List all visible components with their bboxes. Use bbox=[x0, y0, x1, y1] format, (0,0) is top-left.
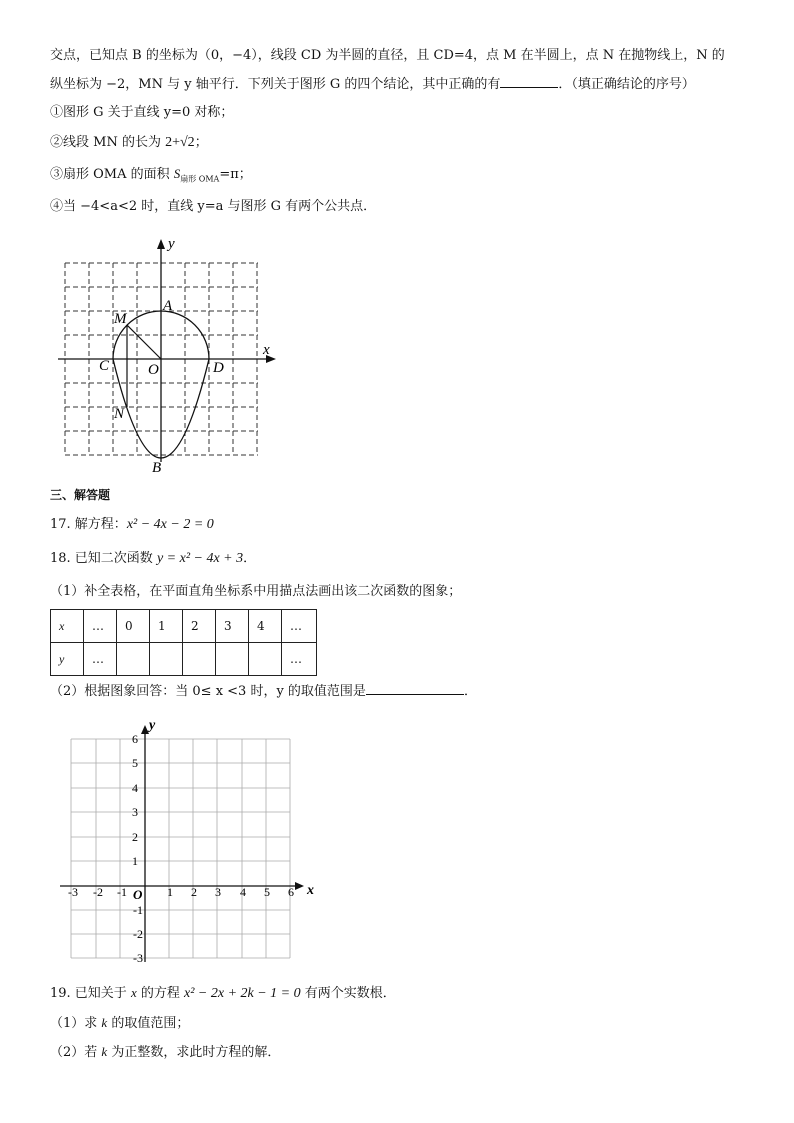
question-19-part1: （1）求 k 的取值范围； bbox=[50, 1015, 190, 1031]
x-tick-label: -1 bbox=[117, 885, 127, 899]
value-table bbox=[50, 609, 317, 676]
y-tick-label: 2 bbox=[132, 830, 138, 844]
x-tick-label: 2 bbox=[191, 885, 197, 899]
label-point-o: O bbox=[148, 362, 159, 378]
table-input-cell[interactable] bbox=[183, 643, 216, 676]
x-tick-label: 3 bbox=[215, 885, 221, 899]
table-cell: 3 bbox=[216, 610, 249, 643]
y-tick-label: 5 bbox=[132, 756, 138, 770]
table-input-cell[interactable] bbox=[150, 643, 183, 676]
statement-1: ①图形 G 关于直线 y=0 对称； bbox=[50, 105, 234, 120]
table-input-cell[interactable] bbox=[117, 643, 150, 676]
label-point-b: B bbox=[152, 460, 162, 475]
x-tick-label: -2 bbox=[93, 885, 103, 899]
table-cell: … bbox=[84, 610, 117, 643]
y-tick-label: 6 bbox=[132, 732, 138, 746]
question-18-part2: （2）根据图象回答：当 0≤ x <3 时，y 的取值范围是 ． bbox=[50, 681, 477, 702]
table-cell: 1 bbox=[150, 610, 183, 643]
table-cell: … bbox=[282, 610, 317, 643]
table-cell: … bbox=[84, 643, 117, 676]
label-point-a: A bbox=[163, 298, 173, 314]
label-point-c: C bbox=[99, 358, 110, 374]
x-tick-label: 4 bbox=[240, 885, 246, 899]
grid-x-axis-arrow bbox=[295, 882, 304, 890]
figure-shape-g bbox=[55, 230, 290, 475]
grid-label-x: x bbox=[307, 883, 314, 898]
table-cell: 2 bbox=[183, 610, 216, 643]
table-row-x bbox=[51, 610, 317, 643]
y-tick-label: -2 bbox=[133, 927, 143, 941]
question-18: 18. 已知二次函数 y = x² − 4x + 3． bbox=[50, 551, 257, 566]
y-tick-label: -3 bbox=[133, 951, 143, 965]
table-input-cell[interactable] bbox=[216, 643, 249, 676]
table-cell: 4 bbox=[249, 610, 282, 643]
section-title: 三、解答题 bbox=[50, 488, 111, 502]
table-cell: x bbox=[51, 610, 84, 643]
question-19-part2: （2）若 k 为正整数，求此时方程的解． bbox=[50, 1044, 281, 1060]
problem16-line1: 交点，已知点 B 的坐标为（0，−4），线段 CD 为半圆的直径，且 CD=4，点 M 在半圆上，点 N 在抛物线上，N 的 bbox=[50, 48, 725, 63]
y-tick-label: 4 bbox=[132, 781, 138, 795]
plot-grid bbox=[55, 715, 330, 965]
y-tick-label: 3 bbox=[132, 805, 138, 819]
question-18-part1: （1）补全表格，在平面直角坐标系中用描点法画出该二次函数的图象； bbox=[50, 584, 462, 599]
label-point-n: N bbox=[114, 406, 125, 422]
question-19: 19. 已知关于 x 的方程 x² − 2x + 2k − 1 = 0 有两个实数根． bbox=[50, 985, 396, 1001]
question-17: 17. 解方程：x² − 4x − 2 = 0 bbox=[50, 517, 214, 532]
x-tick-label: -3 bbox=[68, 885, 78, 899]
x-tick-label: 5 bbox=[264, 885, 270, 899]
x-tick-label: 6 bbox=[288, 885, 294, 899]
table-input-cell[interactable] bbox=[249, 643, 282, 676]
grid-origin-label: O bbox=[133, 887, 143, 902]
statement-3: ③扇形 OMA 的面积 $S_{扇形 OMA}=\pi$； bbox=[50, 166, 252, 184]
range-answer-blank[interactable] bbox=[366, 681, 464, 695]
y-tick-label: 1 bbox=[132, 854, 138, 868]
table-cell: y bbox=[51, 643, 84, 676]
grid-label-y: y bbox=[149, 718, 156, 733]
problem16-line2: 纵坐标为 −2，MN 与 y 轴平行．下列关于图形 G 的四个结论，其中正确的有 ．（填正确结论的序号） bbox=[50, 74, 695, 95]
label-y-axis: y bbox=[168, 236, 175, 252]
y-axis-arrow bbox=[157, 239, 165, 249]
answer-blank[interactable] bbox=[500, 74, 558, 88]
x-tick-label: 1 bbox=[167, 885, 173, 899]
table-row-y bbox=[51, 643, 317, 676]
label-point-d: D bbox=[213, 360, 224, 376]
statement-4: ④当 −4<a<2 时，直线 y=a 与图形 G 有两个公共点． bbox=[50, 199, 377, 214]
segment-om bbox=[127, 325, 161, 359]
table-cell: 0 bbox=[117, 610, 150, 643]
statement-2: ②线段 MN 的长为 2+√2； bbox=[50, 135, 208, 150]
table-cell: … bbox=[282, 643, 317, 676]
label-point-m: M bbox=[114, 311, 127, 327]
label-x-axis: x bbox=[263, 342, 270, 358]
grid-y-axis-arrow bbox=[141, 725, 149, 734]
y-tick-label: -1 bbox=[133, 903, 143, 917]
